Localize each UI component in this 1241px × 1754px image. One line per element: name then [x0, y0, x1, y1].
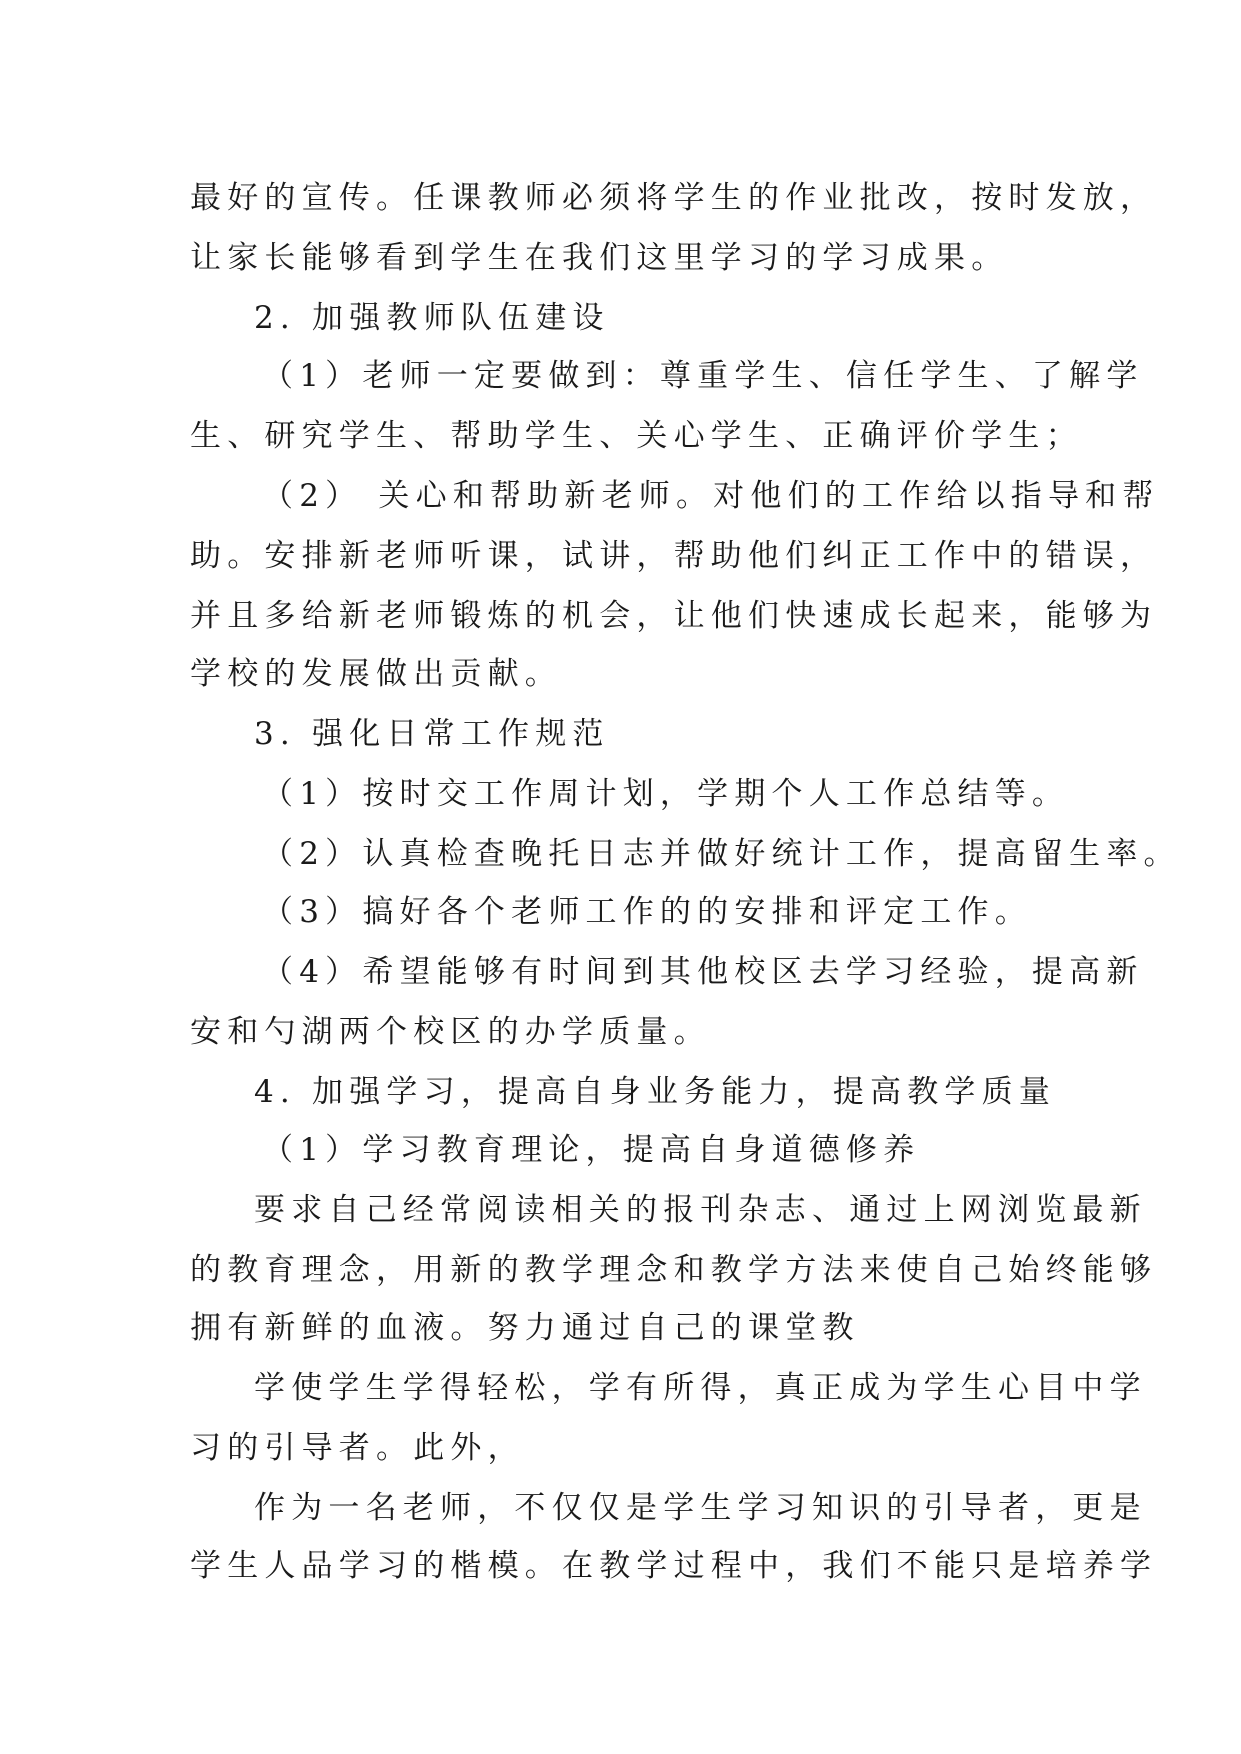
text-line: 的教育理念，用新的教学理念和教学方法来使自己始终能够 [190, 1252, 1158, 1288]
text-line: 学校的发展做出贡献。 [190, 656, 562, 692]
text-line: （3）搞好各个老师工作的的安排和评定工作。 [262, 894, 1032, 930]
text-line: 学生人品学习的楷模。在教学过程中，我们不能只是培养学 [190, 1548, 1158, 1584]
section-heading: 4. 加强学习，提高自身业务能力，提高教学质量 [254, 1074, 1057, 1110]
text-line: （1）按时交工作周计划，学期个人工作总结等。 [262, 776, 1070, 812]
text-line: （1）学习教育理论，提高自身道德修养 [262, 1132, 921, 1168]
section-heading: 3. 强化日常工作规范 [254, 716, 610, 752]
text-line: 让家长能够看到学生在我们这里学习的学习成果。 [190, 240, 1009, 276]
section-heading: 2. 加强教师队伍建设 [254, 300, 610, 336]
text-line: （2）认真检查晚托日志并做好统计工作，提高留生率。 [262, 836, 1181, 872]
text-line: （4）希望能够有时间到其他校区去学习经验，提高新 [262, 954, 1144, 990]
text-line: （2） 关心和帮助新老师。对他们的工作给以指导和帮 [262, 478, 1160, 514]
text-line: 生、研究学生、帮助学生、关心学生、正确评价学生； [190, 418, 1083, 454]
text-line: 学使学生学得轻松，学有所得，真正成为学生心目中学 [254, 1370, 1147, 1406]
text-line: （1）老师一定要做到：尊重学生、信任学生、了解学 [262, 358, 1144, 394]
text-line: 作为一名老师，不仅仅是学生学习知识的引导者，更是 [254, 1490, 1147, 1526]
text-line: 安和勺湖两个校区的办学质量。 [190, 1014, 711, 1050]
text-line: 最好的宣传。任课教师必须将学生的作业批改，按时发放， [190, 180, 1158, 216]
text-line: 要求自己经常阅读相关的报刊杂志、通过上网浏览最新 [254, 1192, 1147, 1228]
text-line: 习的引导者。此外， [190, 1430, 525, 1466]
text-line: 助。安排新老师听课，试讲，帮助他们纠正工作中的错误， [190, 538, 1158, 574]
text-line: 并且多给新老师锻炼的机会，让他们快速成长起来，能够为 [190, 598, 1158, 634]
text-line: 拥有新鲜的血液。努力通过自己的课堂教 [190, 1310, 860, 1346]
